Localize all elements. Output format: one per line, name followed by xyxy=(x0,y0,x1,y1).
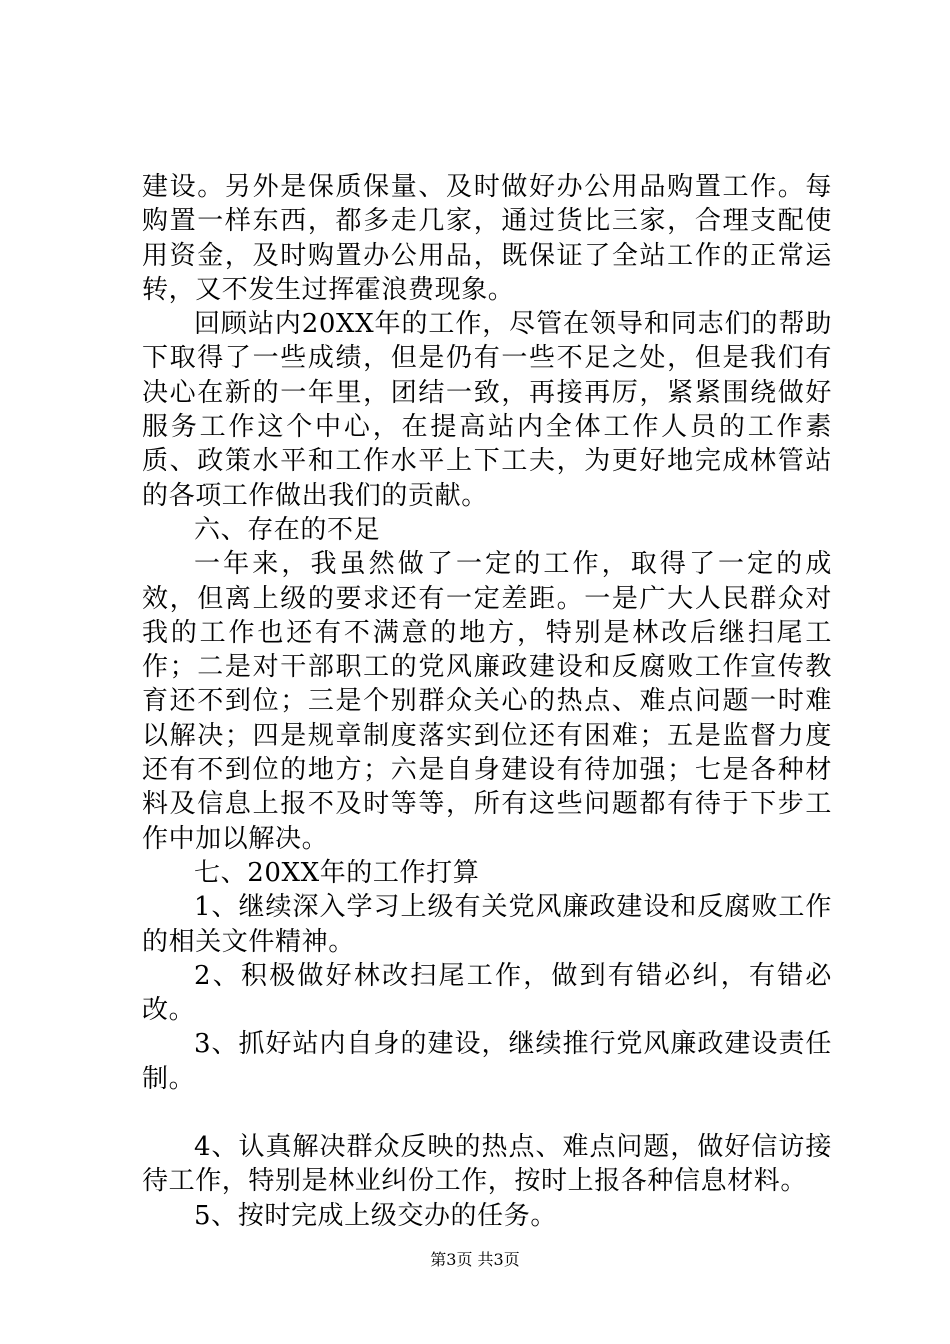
paragraph-continuation: 建设。另外是保质保量、及时做好办公用品购置工作。每购置一样东西，都多走几家，通过货比三家，合理支配使用资金，及时购置办公用品，既保证了全站工作的正常运转，又不发生过挥霍浪费现象。 xyxy=(142,172,832,305)
plan-item-2: 2、积极做好林改扫尾工作，做到有错必纠，有错必改。 xyxy=(142,960,832,1026)
paragraph-shortcomings: 一年来，我虽然做了一定的工作，取得了一定的成效，但离上级的要求还有一定差距。一是广大人民群众对我的工作也还有不满意的地方，特别是林改后继扫尾工作；二是对干部职工的党风廉政建设和反腐败工作宣传教育还不到位；三是个别群众关心的热点、难点问题一时难以解决；四是规章制度落实到位还有困难；五是监督力度还有不到位的地方；六是自身建设有待加强；七是各种材料及信息上报不及时等等，所有这些问题都有待于下步工作中加以解决。 xyxy=(142,549,832,854)
section-heading-plan: 七、20XX年的工作打算 xyxy=(194,857,480,888)
section-heading-shortcomings: 六、存在的不足 xyxy=(194,514,381,545)
document-body xyxy=(142,170,832,1233)
page-footer: 第3页 共3页 xyxy=(430,1250,520,1269)
plan-item-3: 3、抓好站内自身的建设，继续推行党风廉政建设责任制。 xyxy=(142,1029,832,1094)
plan-item-1: 1、继续深入学习上级有关党风廉政建设和反腐败工作的相关文件精神。 xyxy=(142,892,832,957)
plan-item-4: 4、认真解决群众反映的热点、难点问题，做好信访接待工作，特别是林业纠份工作，按时上报各种信息材料。 xyxy=(142,1132,832,1197)
plan-item-5: 5、按时完成上级交办的任务。 xyxy=(194,1200,557,1231)
paragraph-review: 回顾站内20XX年的工作，尽管在领导和同志们的帮助下取得了一些成绩，但是仍有一些不足之处，但是我们有决心在新的一年里，团结一致，再接再厉，紧紧围绕做好服务工作这个中心，在提高站内全体工作人员的工作素质、政策水平和工作水平上下工夫，为更好地完成林管站的各项工作做出我们的贡献。 xyxy=(142,309,832,511)
blank-line xyxy=(142,1096,832,1130)
